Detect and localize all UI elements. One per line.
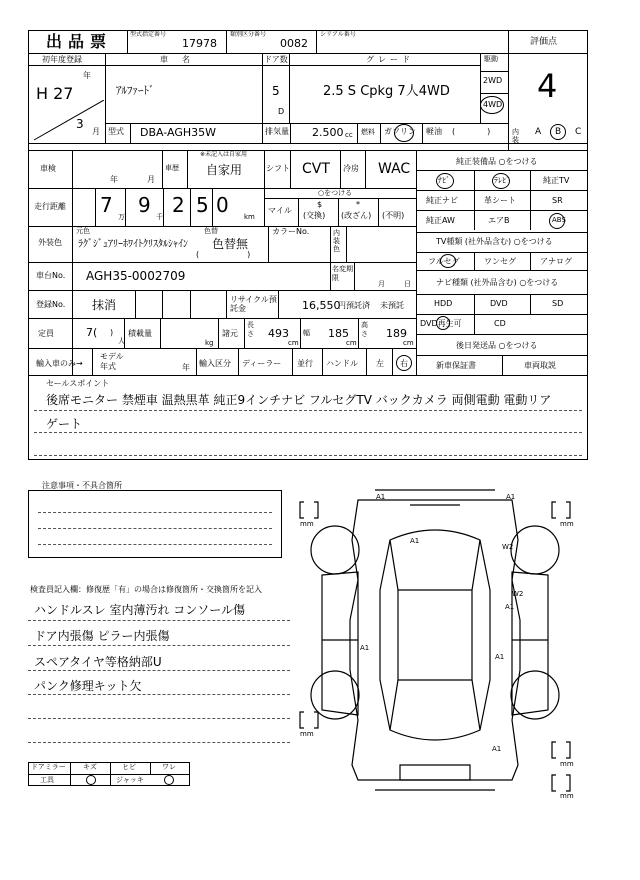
vehicle-name: ｱﾙﾌｧｰﾄﾞ bbox=[116, 84, 155, 97]
svg-text:mm: mm bbox=[560, 760, 574, 768]
svg-text:mm: mm bbox=[560, 792, 574, 800]
mileage-digit: 5 bbox=[196, 193, 209, 217]
damage-mark: A1 bbox=[376, 493, 386, 501]
registration-status: 抹消 bbox=[92, 298, 117, 312]
svg-text:mm: mm bbox=[560, 520, 574, 528]
selected-interior-b bbox=[550, 124, 566, 140]
note-line: スペアタイヤ等格納部U bbox=[34, 655, 162, 669]
sales-point-line1: 後席モニター 禁煙車 温熱黒革 純正9インチナビ フルセグTV バックカメラ 両側電動 電動リア bbox=[46, 393, 552, 407]
door-count: 5 bbox=[272, 84, 280, 98]
damage-mark: A1 bbox=[410, 537, 420, 545]
note-line: ドア内張傷 ピラー内張傷 bbox=[34, 629, 170, 643]
recycle-amount: 16,550 bbox=[302, 299, 341, 312]
jack-present-mark bbox=[164, 775, 174, 785]
grade: 2.5 S Cpkg 7人4WD bbox=[323, 84, 450, 99]
model-designation: 17978 bbox=[182, 37, 217, 50]
air-conditioner: WAC bbox=[378, 161, 411, 177]
score-label: 評価点 bbox=[530, 37, 558, 47]
first-reg-month: 3 bbox=[76, 117, 84, 131]
mileage-digit: 9 bbox=[138, 193, 151, 217]
note-line: ハンドルスレ 室内薄汚れ コンソール傷 bbox=[34, 603, 246, 617]
damage-mark: W2 bbox=[502, 543, 514, 551]
equip-abs-circle bbox=[549, 213, 565, 229]
seating-capacity: 7( bbox=[86, 326, 98, 339]
car-damage-diagram bbox=[280, 480, 590, 810]
tv-fullseg-circle bbox=[440, 254, 456, 268]
damage-mark: A1 bbox=[495, 653, 505, 661]
mileage-digit: 0 bbox=[216, 193, 229, 217]
height-value: 189 bbox=[386, 327, 407, 340]
model-type: DBA-AGH35W bbox=[140, 126, 217, 139]
damage-mark: A1 bbox=[360, 644, 370, 652]
original-color: ﾗｸﾞｼﾞｭｱﾘｰﾎﾜｲﾄｸﾘｽﾀﾙｼｬｲﾝ bbox=[78, 239, 188, 250]
mileage-digit: 2 bbox=[172, 193, 185, 217]
svg-text:mm: mm bbox=[300, 730, 314, 738]
tools-present-mark bbox=[86, 775, 96, 785]
displacement: 2.500 bbox=[312, 126, 344, 139]
mileage-digit: 7 bbox=[100, 193, 113, 217]
category-number: 0082 bbox=[280, 37, 308, 50]
selected-gasoline-mark bbox=[394, 124, 414, 142]
damage-mark: A1 bbox=[505, 603, 515, 611]
dvd-play-circle bbox=[436, 316, 450, 330]
form-title: 出品票 bbox=[46, 32, 113, 51]
note-line: パンク修理キット欠 bbox=[34, 679, 142, 693]
selected-right-handle bbox=[396, 355, 412, 371]
selected-4wd-mark bbox=[480, 96, 504, 114]
equip-abs: ABS bbox=[552, 216, 566, 224]
first-reg-era: H 27 bbox=[36, 84, 74, 103]
sales-point-line2: ゲート bbox=[46, 417, 83, 431]
equip-navi-circle bbox=[436, 173, 454, 189]
vehicle-usage: 自家用 bbox=[206, 163, 243, 177]
chassis-number: AGH35-0002709 bbox=[86, 269, 186, 283]
notes-box bbox=[28, 490, 282, 558]
damage-mark: A1 bbox=[506, 493, 516, 501]
damage-mark: A1 bbox=[492, 745, 502, 753]
equip-tv: ﾃﾚﾋﾞ bbox=[494, 176, 510, 185]
width-value: 185 bbox=[328, 327, 349, 340]
color-change: 色替無 bbox=[212, 237, 249, 251]
damage-mark: W2 bbox=[512, 590, 524, 598]
equip-navi: ﾅﾋﾞ bbox=[438, 176, 450, 185]
score-value: 4 bbox=[537, 67, 558, 105]
transmission: CVT bbox=[302, 161, 330, 177]
equip-tv-circle bbox=[492, 173, 510, 189]
length-value: 493 bbox=[268, 327, 289, 340]
svg-text:mm: mm bbox=[300, 520, 314, 528]
